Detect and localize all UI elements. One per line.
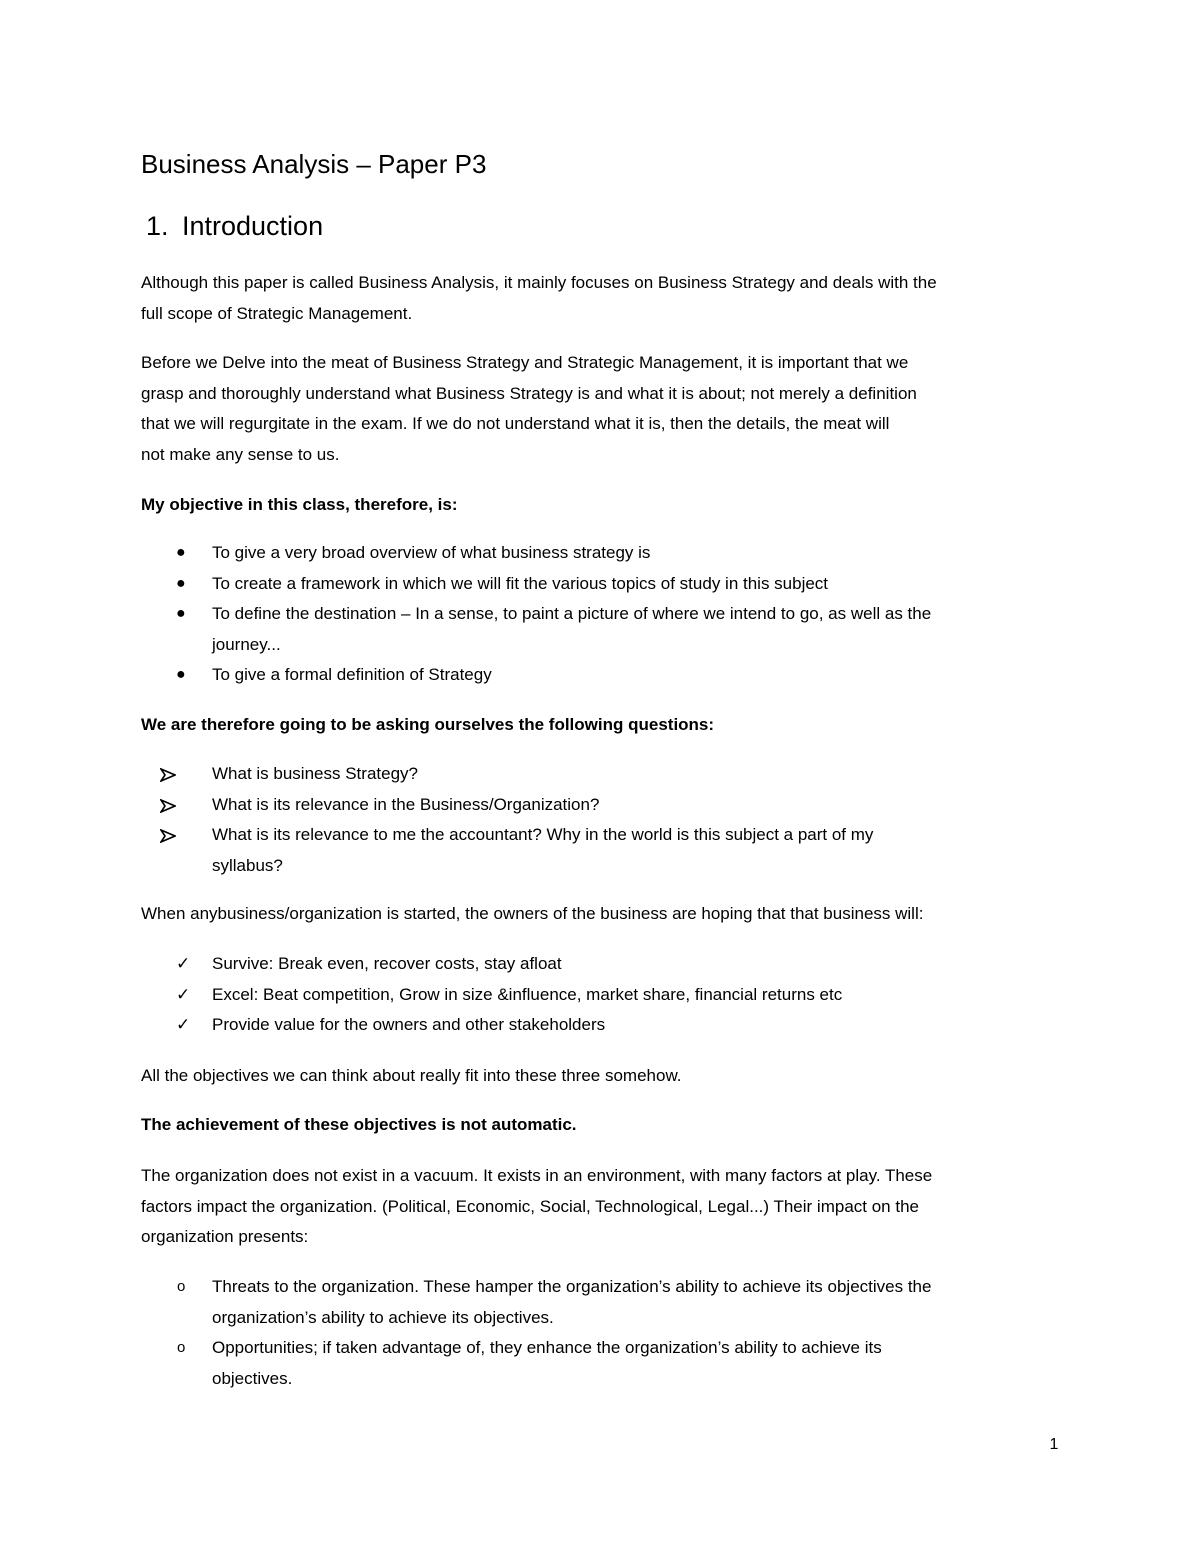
- list-item: o Threats to the organization. These hamper the organization’s ability to achieve its objectives the organization’s ability to achieve its objectives.: [0, 1272, 1200, 1333]
- list-item: What is its relevance to me the accountant? Why in the world is this subject a part of my syllabus?: [0, 820, 1200, 881]
- achievement-note: The achievement of these objectives is not automatic.: [141, 1115, 577, 1134]
- bullet-icon: ●: [176, 544, 186, 561]
- hopes-intro: When anybusiness/organization is started, the owners of the business are hoping that that business will:: [141, 904, 924, 923]
- text-line: grasp and thoroughly understand what Business Strategy is and what it is about; not merely a definition: [141, 383, 917, 403]
- list-item: ● To create a framework in which we will fit the various topics of study in this subject: [0, 569, 1200, 600]
- objective-heading: My objective in this class, therefore, is:: [141, 495, 458, 514]
- text-line: full scope of Strategic Management.: [141, 303, 413, 323]
- impacts-list: [0, 1272, 1200, 1394]
- questions-heading: We are therefore going to be asking ourselves the following questions:: [141, 715, 715, 734]
- list-item: ● To give a very broad overview of what business strategy is: [0, 538, 1200, 569]
- list-item: What is its relevance in the Business/Organization?: [0, 790, 1200, 821]
- arrowhead-bullet-icon: [160, 829, 176, 843]
- section-heading: [146, 208, 323, 244]
- strategy-paragraph: [141, 348, 1061, 470]
- objectives-list: [0, 538, 1200, 691]
- objectives-note: All the objectives we can think about really fit into these three somehow.: [141, 1066, 682, 1085]
- text-line: factors impact the organization. (Political, Economic, Social, Technological, Legal...) Their impact on the: [141, 1196, 919, 1216]
- list-item: ● To give a formal definition of Strategy: [0, 660, 1200, 691]
- text-line: Although this paper is called Business Analysis, it mainly focuses on Business Strategy and deals with the: [141, 273, 937, 292]
- checkmark-icon: ✓: [176, 1015, 191, 1034]
- list-item: ✓ Excel: Beat competition, Grow in size &influence, market share, financial returns etc: [0, 980, 1200, 1011]
- checkmark-icon: ✓: [176, 984, 191, 1004]
- circle-bullet-icon: o: [177, 1278, 186, 1295]
- hopes-list: [0, 949, 1200, 1041]
- text-line: Before we Delve into the meat of Business Strategy and Strategic Management, it is important that we: [141, 353, 909, 372]
- circle-bullet-icon: o: [177, 1339, 186, 1356]
- text-line: organization presents:: [141, 1227, 309, 1246]
- document-title: Business Analysis – Paper P3: [141, 149, 487, 179]
- text-line: not make any sense to us.: [141, 444, 340, 464]
- arrowhead-bullet-icon: [160, 799, 176, 813]
- environment-paragraph: [141, 1161, 1061, 1253]
- list-item: o Opportunities; if taken advantage of, they enhance the organization’s ability to achieve its objectives.: [0, 1333, 1200, 1394]
- section-number: 1.: [146, 211, 169, 241]
- page-number: 1: [1049, 1436, 1059, 1453]
- questions-list: [0, 759, 1200, 881]
- bullet-icon: ●: [176, 574, 186, 592]
- list-item: What is business Strategy?: [0, 759, 1200, 790]
- list-item: ✓ Provide value for the owners and other stakeholders: [0, 1010, 1200, 1041]
- checkmark-icon: ✓: [176, 954, 191, 973]
- bullet-icon: ●: [176, 666, 186, 683]
- list-item: ✓ Survive: Break even, recover costs, stay afloat: [0, 949, 1200, 980]
- text-line: that we will regurgitate in the exam. If we do not understand what it is, then the details, the meat will: [141, 414, 890, 433]
- bullet-icon: ●: [176, 605, 186, 622]
- list-item: ● To define the destination – In a sense, to paint a picture of where we intend to go, as well as the journey...: [0, 599, 1200, 660]
- section-title: Introduction: [182, 211, 324, 241]
- arrowhead-bullet-icon: [160, 768, 176, 782]
- intro-paragraph: [141, 268, 1061, 329]
- text-line: The organization does not exist in a vacuum. It exists in an environment, with many factors at play. These: [141, 1166, 933, 1185]
